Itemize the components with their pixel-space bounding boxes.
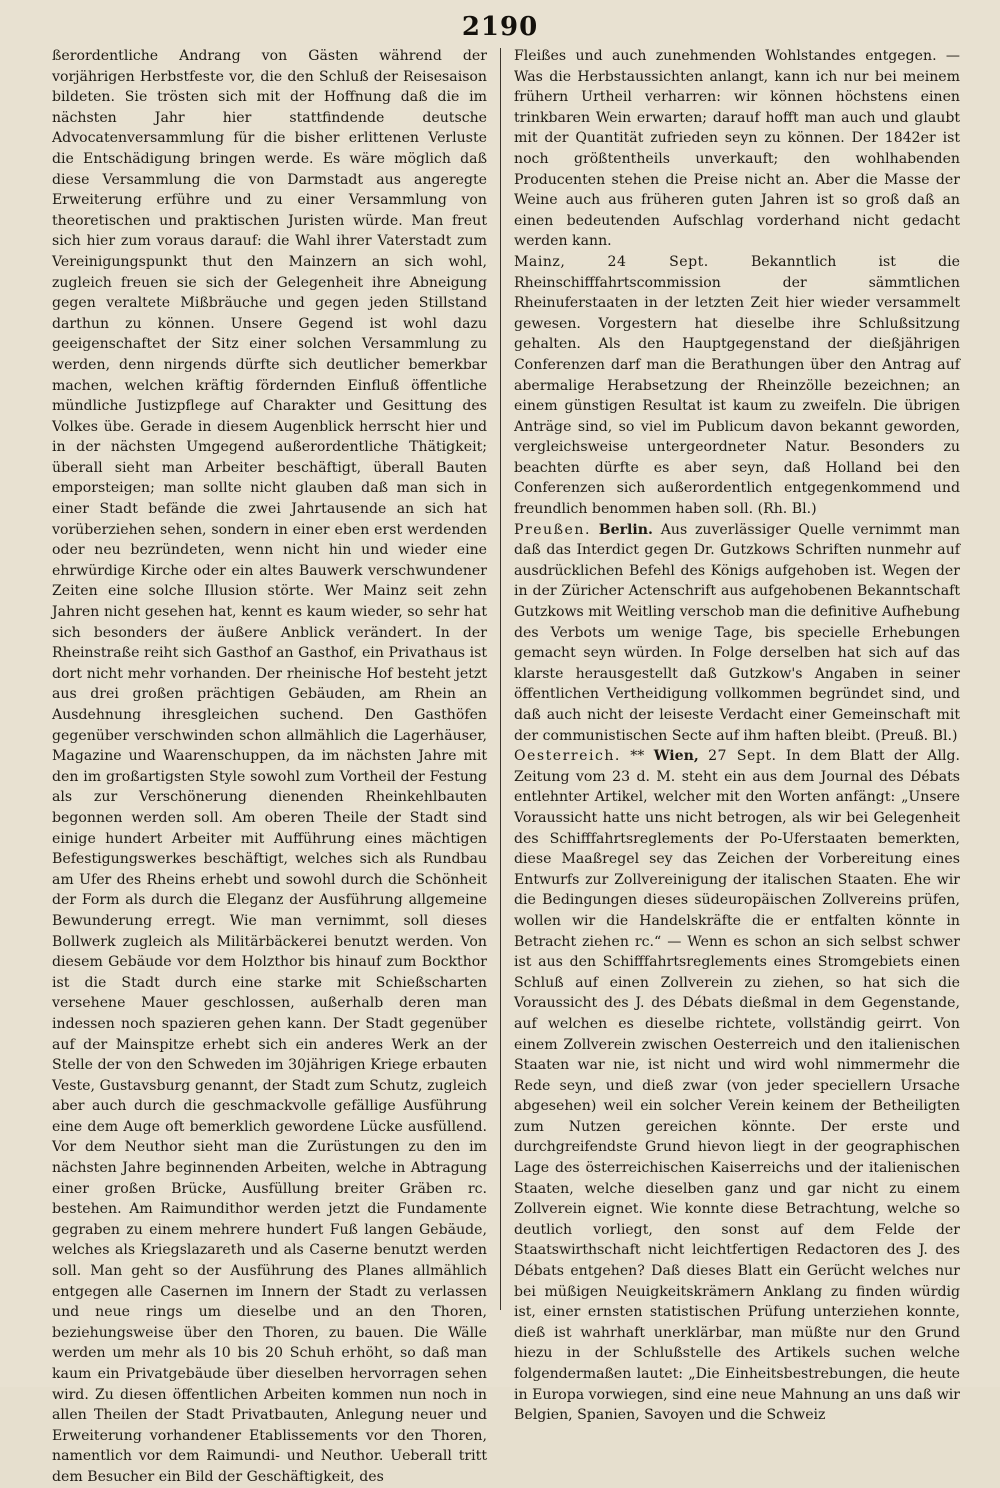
section-heading: Oesterreich. (514, 748, 621, 765)
article-mainz-continued-intro: Fleißes und auch zunehmenden Wohlstandes entgegen. — Was die Herbstaussichten anlangt, kann ich nur bei meinem frühern Urtheil verharren: wir können höchstens einen trinkbaren Wein erwarten; darauf hofft man auch und glaubt mit der Quantität zufrieden seyn zu können. Der 1842er ist noch größtentheils unverkauft; den wohlhabenden Producenten stehen die Preise nicht an. Aber die Masse der Weine auch aus früheren guten Jahren ist so groß daß an einen bedeutenden Aufschlag vorderhand nicht gedacht werden kann. (514, 48, 960, 250)
page-number: 2190 (461, 12, 539, 42)
section-heading: Preußen. (514, 521, 591, 538)
dateline-place: Mainz, (514, 253, 566, 270)
dateline-place: Wien, (653, 748, 699, 765)
left-column (52, 46, 487, 1488)
dateline-place: Berlin. (598, 521, 653, 538)
article-body: Bekanntlich ist die Rheinschifffahrtscommission der sämmtlichen Rheinuferstaaten in der letzten Zeit hier wieder versammelt gewesen. Vorgestern hat dieselbe ihre Schlußsitzung gehalten. Als den Hauptgegenstand der dießjährigen Conferenzen darf man die Berathungen über den Antrag auf abermalige Herabsetzung der Rheinzölle bezeichnen; an einem günstigen Resultat ist kaum zu zweifeln. Die übrigen Anträge sind, so viel im Publicum davon bekannt geworden, vergleichsweise untergeordneter Natur. Besonders zu beachten dürfte es aber seyn, daß Holland bei den Conferenzen sich außerordentlich entgegenkommend und freundlich benommen haben soll. (Rh. Bl.) (514, 253, 960, 518)
column-divider (500, 48, 501, 1310)
article-oesterreich (514, 746, 960, 1426)
dateline-date: 24 Sept. (607, 253, 709, 270)
article-body: Aus zuverlässiger Quelle vernimmt man daß das Interdict gegen Dr. Gutzkows Schriften nunmehr auf ausdrücklichen Befehl des Königs aufgehoben ist. Wegen der in der Züricher Actenschrift aus aufgehobenen Bekanntschaft Gutzkows mit Weitling verschob man die definitive Aufhebung des Verbots um wenige Tage, bis specielle Erhebungen gemacht seyn würden. In Folge derselben hat sich auf das klarste herausgestellt daß Gutzkow's Angaben in seiner öffentlichen Vertheidigung vollkommen begründet sind, und daß auch nicht der leiseste Verdacht einer Gemeinschaft mit der communistischen Secte auf ihm haften bleibt. (Preuß. Bl.) (514, 521, 960, 744)
correspondent-marker: ** (630, 748, 645, 765)
article-body: In dem Blatt der Allg. Zeitung vom 23 d. M. steht ein aus dem Journal des Débats entlehnter Artikel, welcher mit den Worten anfängt: „Unsere Voraussicht hatte uns nicht betrogen, als wir bei Gelegenheit des Schifffahrtsreglements der Po-Uferstaaten bemerkten, diese Maaßregel sey das Zeichen der Vorbereitung eines Entwurfs zur Zollvereinigung der italischen Staaten. Ehe wir die Bedingungen dieses südeuropäischen Zollvereins prüfen, wollen wir die Handelskräfte die er entfalten könnte in Betracht ziehen rc.“ — Wenn es schon an sich selbst schwer ist aus den Schifffahrtsreglements eines Stromgebiets einen Schluß auf einen Zollverein zu ziehen, so hat sich die Voraussicht des J. des Débats dießmal in dem Gegenstande, auf welchen es dieselbe richtete, vollständig geirrt. Von einem Zollverein zwischen Oesterreich und den italienischen Staaten war nie, ist nicht und wird wohl nimmermehr die Rede seyn, und dieß zwar (von jeder speciellern Ursache abgesehen) weil ein solcher Verein keinem der Betheiligten zum Nutzen gereichen könnte. Der erste und durchgreifendste Grund hievon liegt in der geographischen Lage des österreichischen Kaiserreichs und der italienischen Staaten, welche dieselben ganz und gar nicht zu einem Zollverein eignet. Wie konnte diese Betrachtung, welche so deutlich vorliegt, den sonst auf dem Felde der Staatswirthschaft nicht leichtfertigen Redactoren des J. des Débats entgehen? Daß dieses Blatt ein Gerücht welches nur bei müßigen Neuigkeitskrämern Anklang zu finden würdig ist, einer ernsten statistischen Prüfung unterziehen konnte, dieß ist wahrhaft unerklärbar, man müßte nur den Grund hiezu in der Schlußstelle des Artikels suchen welche folgendermaßen lautet: „Die Einheitsbestrebungen, die heute in Europa vorwiegen, sind eine neue Mahnung an uns daß wir Belgien, Spanien, Savoyen und die Schweiz (514, 748, 960, 1424)
article-mainz (514, 252, 960, 520)
article-mainz-continued: ßerordentliche Andrang von Gästen während der vorjährigen Herbstfeste vor, die den Schluß der Reisesaison bildeten. Sie trösten sich mit der Hoffnung daß die im nächsten Jahr hier stattfindende deutsche Advocatenversammlung für die bisher erlittenen Verluste die Entschädigung bringen werde. Es wäre möglich daß diese Versammlung die von Darmstadt aus angeregte Erweiterung erführe und zu einer Versammlung von theoretischen und praktischen Juristen würde. Man freut sich hier zum voraus darauf: die Wahl ihrer Vaterstadt zum Vereinigungspunkt thut den Mainzern an sich wohl, zugleich freuen sie sich der Gelegenheit ihre Abneigung gegen veraltete Mißbräuche und gegen jeden Stillstand darthun zu können. Unsere Gegend ist wohl dazu geeigenschaftet der Sitz einer solchen Versammlung zu werden, denn nirgends dürfte sich deutlicher bemerkbar machen, welchen kräftig fördernden Einfluß öffentliche mündliche Justizpflege auf Charakter und Gesittung des Volkes übe. Gerade in diesem Augenblick herrscht hier und in der nächsten Umgegend außerordentliche Thätigkeit; überall sieht man Arbeiter beschäftigt, überall Bauten emporsteigen; man sollte nicht glauben daß man sich in einer Stadt befände die zwei Jahrtausende an sich hat vorüberziehen sehen, sondern in einer eben erst werdenden oder neu bezründeten, wenn nicht hin und wieder eine ehrwürdige Kirche oder ein altes Bauwerk verschwundener Zeiten eine solche Illusion störte. Wer Mainz seit zehn Jahren nicht gesehen hat, kennt es kaum wieder, so sehr hat sich besonders der äußere Anblick verändert. In der Rheinstraße reiht sich Gasthof an Gasthof, ein Privathaus ist dort nicht mehr vorhanden. Der rheinische Hof besteht jetzt aus drei großen prächtigen Gebäuden, am Rhein an Ausdehnung ihresgleichen suchend. Den Gasthöfen gegenüber verschwinden schon allmählich die Lagerhäuser, Magazine und Waarenschuppen, da im nächsten Jahre mit den im großartigsten Style sowohl zum Vortheil der Festung als zur Verschönerung dienenden Rheinkehlbauten begonnen werden soll. Am oberen Theile der Stadt sind einige hundert Arbeiter mit Aufführung eines mächtigen Befestigungswerkes beschäftigt, welches sich als Rundbau am Ufer des Rheins erhebt und sowohl durch die Schönheit der Form als durch die Eleganz der Ausführung allgemeine Bewunderung erregt. Wie man vernimmt, soll dieses Bollwerk zugleich als Militärbäckerei benutzt werden. Von diesem Gebäude vor dem Holzthor bis hinauf zum Bockthor ist die Stadt durch eine starke mit Schießscharten versehene Mauer geschlossen, außerhalb deren man indessen noch spazieren gehen kann. Der Stadt gegenüber auf der Mainspitze erhebt sich ein anderes Werk an der Stelle der von den Schweden im 30jährigen Kriege erbauten Veste, Gustavsburg genannt, der Stadt zum Schutz, zugleich aber auch durch die geschmackvolle gefällige Ausführung eine dem Auge oft bemerklich gewordene Lücke ausfüllend. Vor dem Neuthor sieht man die Zurüstungen zu den im nächsten Jahre beginnenden Arbeiten, welche in Abtragung einer großen Brücke, Ausfüllung breiter Gräben rc. bestehen. Am Raimundithor werden jetzt die Fundamente gegraben zu einem mehrere hundert Fuß langen Gebäude, welches als Kriegslazareth und als Caserne benutzt werden soll. Man geht so der Ausführung des Planes allmählich entgegen alle Casernen im Innern der Stadt zu verlassen und neue rings um dieselbe und an den Thoren, beziehungsweise über den Thoren, zu bauen. Die Wälle werden um mehr als 10 bis 20 Schuh erhöht, so daß man kaum ein Privatgebäude über dieselben hervorragen sehen wird. Zu diesen öffentlichen Arbeiten kommen nun noch in allen Theilen der Stadt Privatbauten, Anlegung neuer und Erweiterung vorhandener Etablissements vor den Thoren, namentlich vor dem Raimundi- und Neuthor. Ueberall tritt dem Besucher ein Bild der Geschäftigkeit, des (52, 48, 487, 1485)
article-preussen (514, 520, 960, 747)
right-column (514, 46, 960, 1426)
dateline-date: 27 Sept. (708, 748, 777, 765)
